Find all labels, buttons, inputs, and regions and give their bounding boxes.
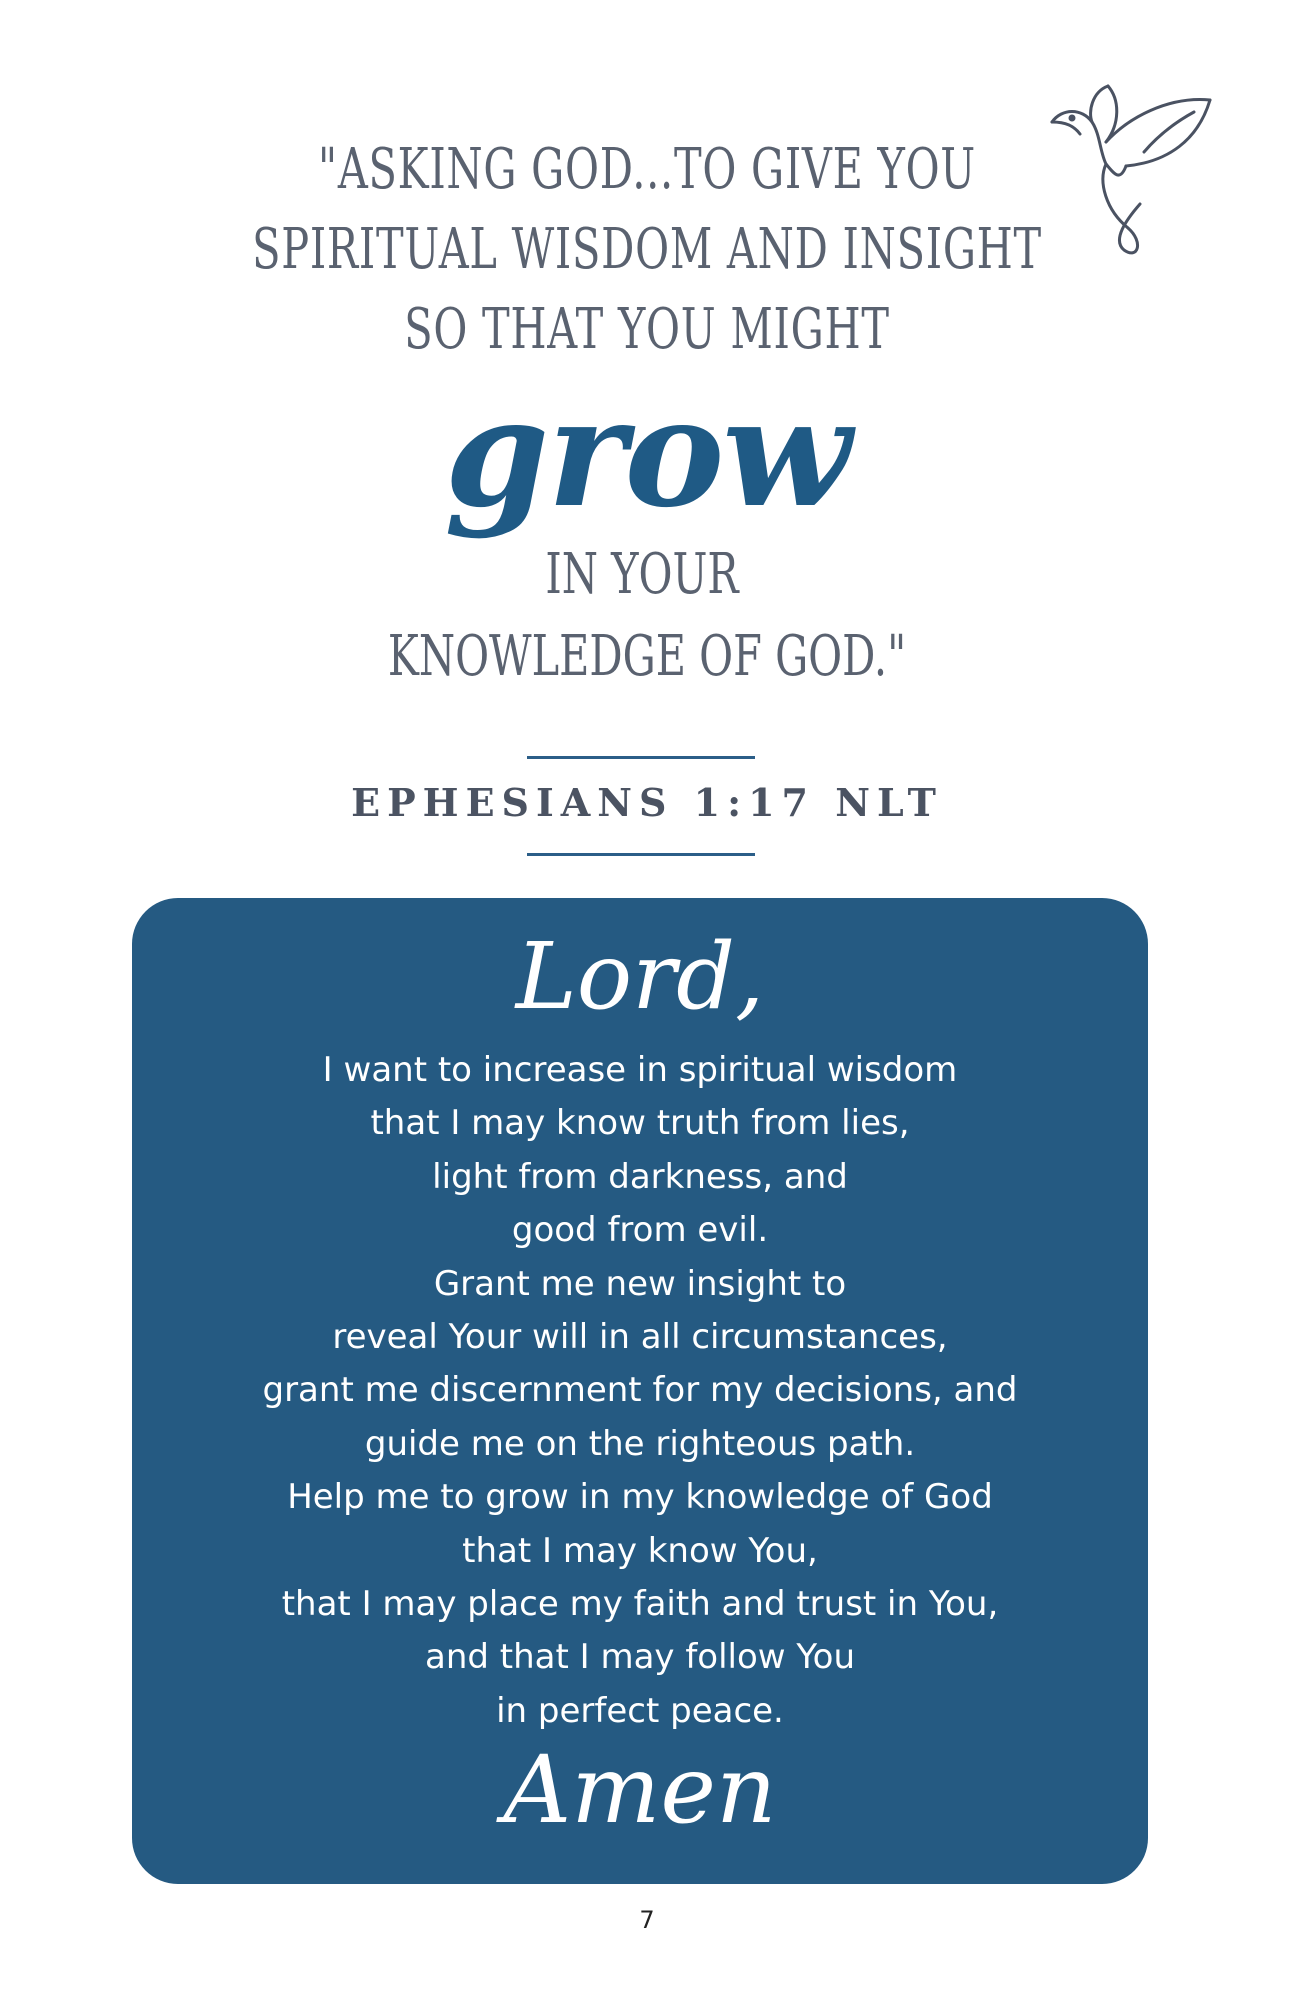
prayer-line: good from evil. — [511, 1210, 769, 1251]
divider-bottom — [527, 853, 755, 856]
prayer-text — [132, 1044, 1148, 1738]
prayer-line: light from darkness, and — [432, 1156, 848, 1197]
quote-line: "ASKING GOD...TO GIVE YOU — [318, 137, 976, 202]
prayer-card — [132, 898, 1148, 1884]
quote-line: IN YOUR — [545, 542, 739, 607]
prayer-line: and that I may follow You — [424, 1637, 856, 1678]
prayer-line: grant me discernment for my decisions, and — [262, 1370, 1018, 1411]
divider-top — [527, 756, 755, 759]
page-number: 7 — [639, 1906, 655, 1934]
quote-emphasis-word: grow — [444, 365, 850, 541]
scripture-quote-continued — [0, 534, 1294, 698]
prayer-line: reveal Your will in all circumstances, — [332, 1317, 948, 1358]
quote-line: SO THAT YOU MIGHT — [404, 297, 890, 362]
prayer-salutation: Lord, — [515, 923, 765, 1030]
prayer-line: in perfect peace. — [496, 1690, 784, 1731]
scripture-reference: EPHESIANS 1:17 NLT — [351, 780, 943, 825]
prayer-closing: Amen — [503, 1736, 777, 1845]
prayer-line: that I may know You, — [462, 1530, 818, 1571]
quote-line: SPIRITUAL WISDOM AND INSIGHT — [252, 217, 1042, 282]
prayer-line: I want to increase in spiritual wisdom — [322, 1050, 958, 1090]
prayer-line: Help me to grow in my knowledge of God — [287, 1477, 993, 1518]
prayer-line: that I may place my faith and trust in You, — [281, 1584, 999, 1625]
scripture-quote — [0, 130, 1294, 370]
prayer-line: Grant me new insight to — [433, 1263, 847, 1304]
quote-line: KNOWLEDGE OF GOD." — [387, 624, 907, 689]
prayer-line: that I may know truth from lies, — [370, 1103, 910, 1144]
prayer-line: guide me on the righteous path. — [364, 1423, 916, 1464]
